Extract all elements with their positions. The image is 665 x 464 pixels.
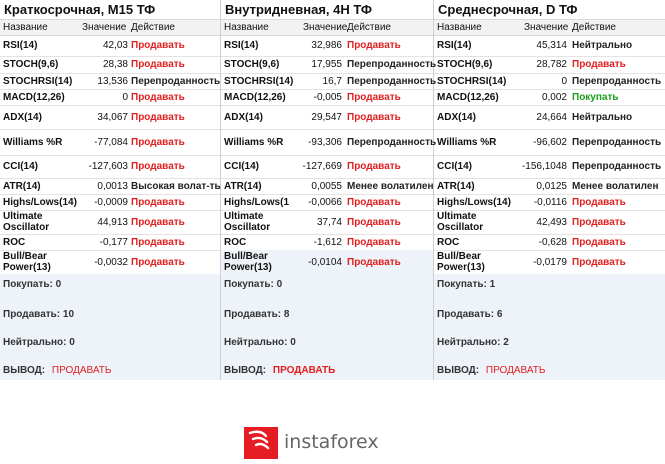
indicator-action: Продавать <box>131 161 185 172</box>
header-value: Значение <box>524 22 569 33</box>
indicator-name: STOCHRSI(14) <box>3 76 73 87</box>
indicator-action: Продавать <box>572 237 626 248</box>
indicator-name: Ultimate Oscillator <box>437 211 484 233</box>
indicator-name: ADX(14) <box>437 112 476 123</box>
conclusion-value: ПРОДАВАТЬ <box>485 365 546 376</box>
table-row <box>0 73 220 90</box>
indicator-value: -0,005 <box>313 92 342 103</box>
instaforex-logo <box>244 427 424 459</box>
indicator-action: Продавать <box>131 137 185 148</box>
header-name: Название <box>224 22 269 33</box>
conclusion-value: ПРОДАВАТЬ <box>51 365 112 376</box>
indicator-action: Нейтрально <box>572 40 633 51</box>
indicator-name: STOCH(9,6) <box>224 59 280 70</box>
indicator-name: Highs/Lows(14) <box>437 197 511 208</box>
indicator-action: Продавать <box>131 217 185 228</box>
indicator-action: Покупать <box>572 92 619 103</box>
summary-conclusion <box>224 365 335 376</box>
indicator-name: ROC <box>224 237 247 248</box>
table-row <box>221 34 433 57</box>
table-row <box>0 210 220 235</box>
indicator-action: Продавать <box>572 197 626 208</box>
panel-medium-term <box>434 0 665 380</box>
indicator-action: Менее волатилен <box>572 181 659 192</box>
indicator-value: -0,628 <box>538 237 567 248</box>
indicator-action: Перепроданность <box>572 76 662 87</box>
indicator-action: Продавать <box>347 257 401 268</box>
table-row <box>0 250 220 275</box>
summary-sell: Продавать: 8 <box>224 309 290 320</box>
indicator-name: ATR(14) <box>224 181 262 192</box>
indicator-value: 0,0013 <box>97 181 128 192</box>
indicator-value: -127,603 <box>88 161 128 172</box>
conclusion-value: ПРОДАВАТЬ <box>272 365 336 376</box>
indicator-action: Продавать <box>572 59 626 70</box>
indicator-name: MACD(12,26) <box>3 92 65 103</box>
indicator-name: STOCH(9,6) <box>3 59 59 70</box>
indicator-name: STOCHRSI(14) <box>224 76 294 87</box>
indicator-name: Highs/Lows(1 <box>224 197 290 208</box>
summary-conclusion <box>437 365 545 376</box>
panel-title: Среднесрочная, D ТФ <box>438 2 578 17</box>
indicator-value: -77,084 <box>94 137 128 148</box>
summary-buy: Покупать: 0 <box>224 279 283 290</box>
summary-neutral: Нейтрально: 0 <box>3 337 75 348</box>
indicator-action: Перепроданность <box>347 76 437 87</box>
indicator-action: Менее волатилен <box>347 181 434 192</box>
indicator-value: 32,986 <box>311 40 342 51</box>
indicator-name: Williams %R <box>437 137 497 148</box>
indicator-name: ATR(14) <box>3 181 41 192</box>
summary-conclusion <box>3 365 111 376</box>
indicator-name: MACD(12,26) <box>437 92 499 103</box>
indicator-name: STOCHRSI(14) <box>437 76 507 87</box>
indicator-value: 44,913 <box>97 217 128 228</box>
table-row <box>0 34 220 57</box>
table-row <box>221 155 433 179</box>
table-row <box>221 250 433 275</box>
indicator-name: Williams %R <box>224 137 284 148</box>
indicator-name: CCI(14) <box>437 161 473 172</box>
indicator-name: STOCH(9,6) <box>437 59 493 70</box>
logo-text: instaforex <box>284 431 379 453</box>
indicator-action: Перепроданность <box>347 59 437 70</box>
table-row <box>0 194 220 211</box>
table-row <box>221 234 433 251</box>
indicator-action: Продавать <box>131 257 185 268</box>
indicator-name: MACD(12,26) <box>224 92 286 103</box>
summary-sell: Продавать: 10 <box>3 309 75 320</box>
summary-buy: Покупать: 1 <box>437 279 496 290</box>
indicator-name: Ultimate Oscillator <box>224 211 271 233</box>
table-row <box>0 129 220 156</box>
indicator-action: Продавать <box>347 197 401 208</box>
table-row <box>434 194 665 211</box>
indicator-name: Williams %R <box>3 137 63 148</box>
table-row <box>221 73 437 90</box>
indicator-action: Продавать <box>347 217 401 228</box>
table-row <box>221 105 433 130</box>
indicator-name: ROC <box>3 237 26 248</box>
indicator-action: Продавать <box>131 59 185 70</box>
panel-short-term <box>0 0 221 380</box>
header-action: Действие <box>572 22 616 33</box>
indicator-name: Ultimate Oscillator <box>3 211 50 233</box>
table-row <box>221 56 437 74</box>
indicator-value: -93,306 <box>308 137 342 148</box>
table-row <box>0 56 220 74</box>
indicator-name: ROC <box>437 237 460 248</box>
indicator-name: Highs/Lows(14) <box>3 197 77 208</box>
summary-sell: Продавать: 6 <box>437 309 503 320</box>
header-action: Действие <box>131 22 175 33</box>
header-action: Действие <box>347 22 391 33</box>
indicator-action: Продавать <box>131 237 185 248</box>
panel-title: Краткосрочная, М15 ТФ <box>4 2 156 17</box>
table-row <box>434 56 665 74</box>
indicator-value: -0,0009 <box>94 197 128 208</box>
indicator-action: Перепроданность <box>572 161 662 172</box>
indicator-action: Продавать <box>131 40 185 51</box>
indicator-action: Продавать <box>572 257 626 268</box>
summary-buy: Покупать: 0 <box>3 279 62 290</box>
indicator-action: Высокая волат-ть <box>131 181 221 192</box>
table-row <box>0 178 220 195</box>
indicator-value: -0,0104 <box>308 257 342 268</box>
table-row <box>221 194 433 211</box>
indicator-name: CCI(14) <box>3 161 39 172</box>
summary-neutral: Нейтрально: 2 <box>437 337 509 348</box>
indicator-action: Перепроданность <box>131 76 221 87</box>
table-row <box>434 129 665 156</box>
conclusion-label: ВЫВОД: <box>3 365 46 376</box>
header-value: Значение <box>303 22 348 33</box>
table-row <box>0 234 220 251</box>
conclusion-label: ВЫВОД: <box>437 365 480 376</box>
indicator-name: RSI(14) <box>3 40 38 51</box>
indicator-name: CCI(14) <box>224 161 260 172</box>
indicator-name: ADX(14) <box>224 112 263 123</box>
summary-box <box>434 274 665 380</box>
indicator-action: Продавать <box>131 112 185 123</box>
indicator-value: -127,669 <box>302 161 342 172</box>
indicator-value: 28,782 <box>536 59 567 70</box>
header-value: Значение <box>82 22 127 33</box>
indicator-action: Продавать <box>347 40 401 51</box>
indicator-action: Продавать <box>347 237 401 248</box>
summary-box <box>0 274 220 380</box>
indicator-action: Продавать <box>347 92 401 103</box>
indicator-value: 29,547 <box>311 112 342 123</box>
indicator-name: Bull/Bear Power(13) <box>437 251 485 273</box>
table-row <box>221 178 433 195</box>
indicator-action: Продавать <box>347 161 401 172</box>
table-row <box>434 210 665 235</box>
table-row <box>221 129 437 156</box>
header-name: Название <box>437 22 482 33</box>
table-row <box>434 34 665 57</box>
table-row <box>221 89 433 106</box>
indicator-value: -1,612 <box>313 237 342 248</box>
indicator-value: 0,002 <box>541 92 567 103</box>
table-row <box>0 105 220 130</box>
indicator-value: -0,0116 <box>533 197 567 208</box>
indicator-value: -0,0179 <box>533 257 567 268</box>
summary-neutral: Нейтрально: 0 <box>224 337 296 348</box>
logo-mark-icon <box>244 427 278 459</box>
indicator-action: Продавать <box>131 197 185 208</box>
table-row <box>221 210 433 235</box>
table-row <box>0 155 220 179</box>
table-row <box>434 234 665 251</box>
indicator-action: Продавать <box>572 217 626 228</box>
indicator-value: -0,0032 <box>94 257 128 268</box>
indicator-value: 37,74 <box>316 217 342 228</box>
indicator-value: 0,0055 <box>311 181 342 192</box>
indicator-value: 0,0125 <box>536 181 567 192</box>
indicator-value: -0,0066 <box>308 197 342 208</box>
indicator-name: Bull/Bear Power(13) <box>3 251 51 273</box>
table-row <box>434 250 665 275</box>
indicator-value: 42,493 <box>536 217 567 228</box>
panel-title: Внутридневная, 4Н ТФ <box>225 2 372 17</box>
conclusion-label: ВЫВОД: <box>224 365 267 376</box>
table-row <box>434 178 665 195</box>
indicator-name: ATR(14) <box>437 181 475 192</box>
indicator-name: Bull/Bear Power(13) <box>224 251 272 273</box>
indicator-value: 17,955 <box>311 59 342 70</box>
table-row <box>0 89 220 106</box>
table-row <box>434 105 665 130</box>
indicator-value: 0 <box>122 92 128 103</box>
summary-box <box>221 274 433 380</box>
indicator-value: 13,536 <box>97 76 128 87</box>
indicator-value: 34,067 <box>97 112 128 123</box>
header-name: Название <box>3 22 48 33</box>
indicator-action: Продавать <box>131 92 185 103</box>
table-row <box>434 89 665 106</box>
indicator-action: Нейтрально <box>572 112 633 123</box>
indicator-value: 16,7 <box>322 76 342 87</box>
indicator-name: RSI(14) <box>437 40 472 51</box>
table-row <box>434 155 665 179</box>
panel-intraday <box>221 0 437 380</box>
indicator-value: -156,1048 <box>521 161 567 172</box>
indicator-action: Перепроданность <box>572 137 662 148</box>
indicator-value: 42,03 <box>102 40 128 51</box>
indicator-action: Продавать <box>347 112 401 123</box>
indicator-action: Перепроданность <box>347 137 437 148</box>
indicator-value: -96,602 <box>533 137 567 148</box>
indicator-name: RSI(14) <box>224 40 259 51</box>
indicator-value: 45,314 <box>536 40 567 51</box>
indicator-name: ADX(14) <box>3 112 42 123</box>
table-row <box>434 73 665 90</box>
indicator-value: 24,664 <box>536 112 567 123</box>
indicator-value: 0 <box>561 76 567 87</box>
indicator-value: -0,177 <box>99 237 128 248</box>
indicator-value: 28,38 <box>102 59 128 70</box>
